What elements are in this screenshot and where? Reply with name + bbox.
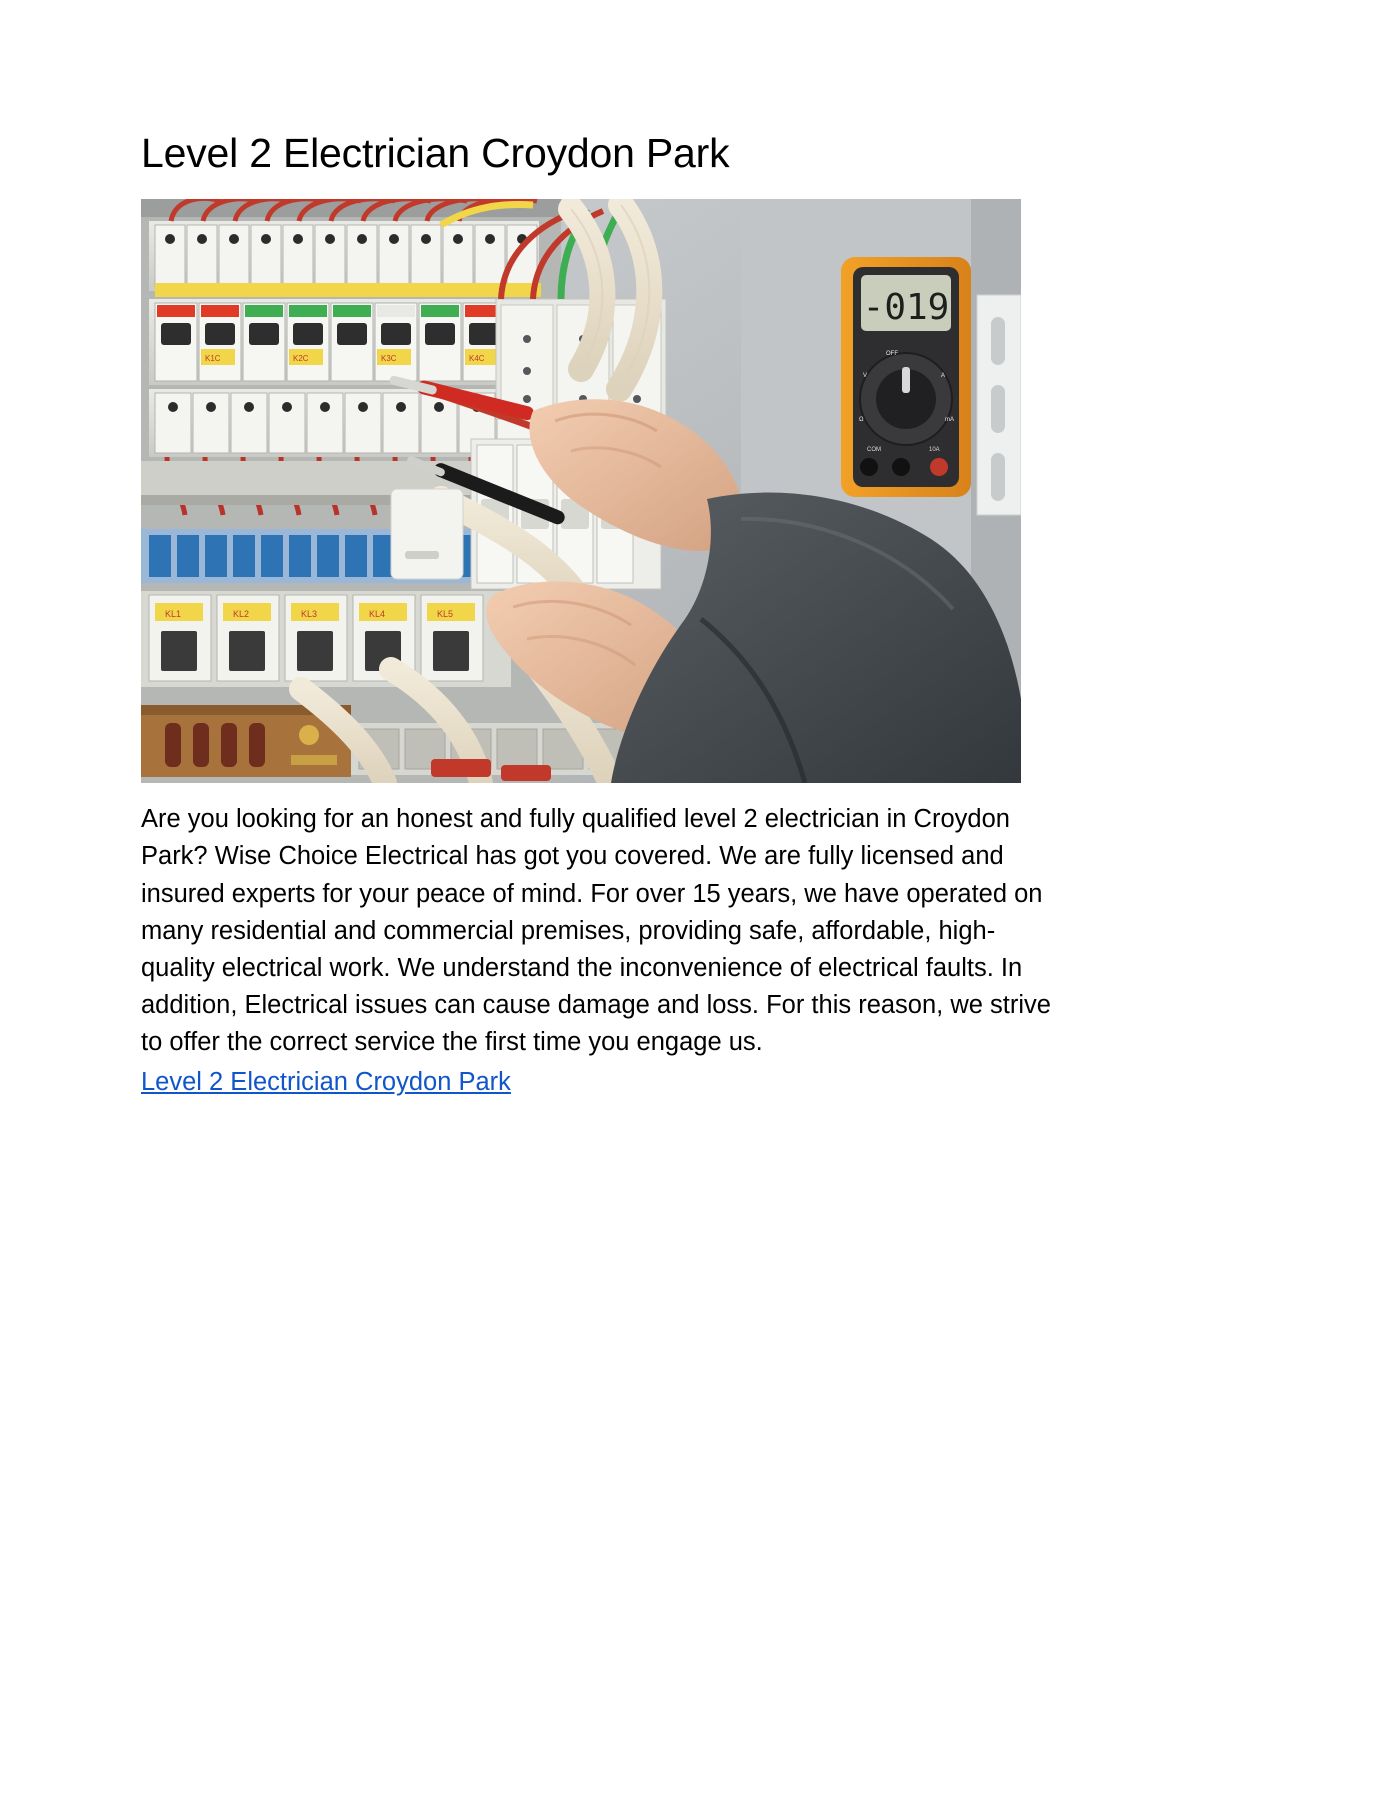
svg-text:Ω: Ω (859, 417, 864, 424)
svg-text:KL5: KL5 (437, 609, 454, 620)
svg-text:V: V (863, 373, 868, 380)
svg-text:10A: 10A (929, 447, 940, 454)
svg-text:KL4: KL4 (369, 609, 386, 620)
body-paragraph: Are you looking for an honest and fully qualified level 2 electrician in Croydon Park? Wise Choice Electrical has got you covered. We are fully licensed and insured experts for your peace of mind. For over 15 years, we have operated on many residential and commercial premises, providing safe, affordable, high-quality electrical work. We understand the inconvenience of electrical faults. In addition, Electrical issues can cause damage and loss. For this reason, we strive to offer the correct service the first time you engage us. (141, 805, 1051, 1057)
svg-text:A: A (941, 373, 946, 380)
svg-text:KL2: KL2 (233, 609, 250, 620)
svg-text:K4C: K4C (469, 354, 485, 364)
svg-text:mA: mA (945, 417, 954, 424)
level-2-electrician-link[interactable]: Level 2 Electrician Croydon Park (141, 1067, 511, 1096)
svg-text:KL1: KL1 (165, 609, 182, 620)
multimeter (841, 257, 971, 497)
document-content (141, 130, 1051, 1101)
svg-text:OFF: OFF (886, 351, 898, 358)
photo-illustration (141, 199, 1021, 783)
svg-text:K2C: K2C (293, 354, 309, 364)
svg-text:K3C: K3C (381, 354, 397, 364)
svg-text:COM: COM (867, 447, 881, 454)
svg-text:K1C: K1C (205, 354, 221, 364)
page-title: Level 2 Electrician Croydon Park (141, 130, 730, 176)
svg-text:KL3: KL3 (301, 609, 318, 620)
electrician-testing-switchboard-photo (141, 199, 1021, 783)
svg-text:-019: -019 (862, 287, 950, 329)
